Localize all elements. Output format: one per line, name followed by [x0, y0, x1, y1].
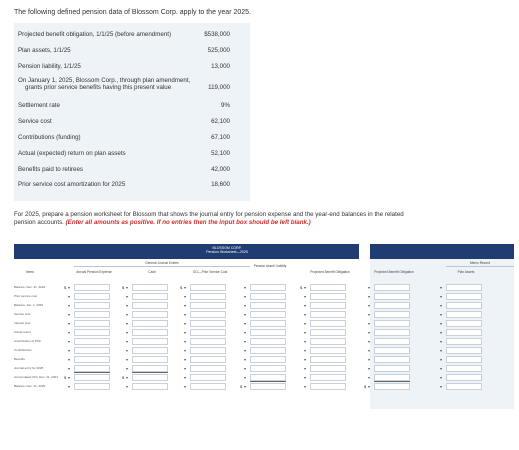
amount-input[interactable]: [132, 338, 168, 345]
debit-credit-dropdown[interactable]: ▾: [126, 348, 129, 353]
instructions-emphasis: (Enter all amounts as positive. If no entries then the input box should be left blank.): [65, 219, 311, 226]
debit-credit-dropdown[interactable]: ▾: [304, 339, 307, 344]
amount-input[interactable]: [190, 383, 226, 390]
instructions-text: For 2025, prepare a pension worksheet for Blossom that shows the journal entry for pension expense and the year-end balances in the related pension accounts.: [14, 211, 404, 226]
column-header: OCI—Prior Service Cost: [192, 270, 228, 274]
debit-credit-dropdown[interactable]: ▾: [184, 339, 187, 344]
debit-credit-dropdown[interactable]: ▾: [440, 348, 443, 353]
debit-credit-dropdown[interactable]: ▾: [244, 312, 247, 317]
worksheet-row-label: Benefits: [14, 357, 25, 361]
debit-credit-dropdown[interactable]: ▾: [440, 384, 443, 389]
amount-input[interactable]: [446, 311, 482, 318]
amount-input[interactable]: [132, 293, 168, 300]
debit-credit-dropdown[interactable]: ▾: [440, 357, 443, 362]
data-row-value: 67,100: [211, 134, 230, 141]
column-header: Pension Asset/ Liability: [253, 264, 287, 268]
amount-input[interactable]: [74, 302, 110, 309]
debit-credit-dropdown[interactable]: ▾: [304, 321, 307, 326]
debit-credit-dropdown[interactable]: ▾: [184, 357, 187, 362]
data-row-label: Projected benefit obligation, 1/1/25 (before amendment): [18, 31, 172, 38]
debit-credit-dropdown[interactable]: ▾: [244, 303, 247, 308]
amount-input[interactable]: [310, 347, 346, 354]
debit-credit-dropdown[interactable]: ▾: [368, 312, 371, 317]
debit-credit-dropdown[interactable]: ▾: [368, 348, 371, 353]
amount-input[interactable]: [74, 347, 110, 354]
data-row-label: On January 1, 2025, Blossom Corp., through plan amendment,: [18, 77, 191, 84]
total-rule: [74, 372, 110, 373]
debit-credit-dropdown[interactable]: ▾: [440, 303, 443, 308]
amount-input[interactable]: [250, 365, 286, 372]
data-row-label-cont: grants prior service benefits having this present value: [25, 84, 172, 91]
amount-input[interactable]: [250, 293, 286, 300]
data-row-label: Pension liability, 1/1/25: [18, 63, 81, 70]
data-row-value: 18,600: [211, 181, 230, 188]
amount-input[interactable]: [310, 338, 346, 345]
amount-input[interactable]: [74, 374, 110, 381]
debit-credit-dropdown[interactable]: ▾: [244, 357, 247, 362]
worksheet-row-label: Accumulated OCI, Dec. 31, 2024: [14, 375, 58, 379]
worksheet-header-bar: [14, 244, 359, 259]
amount-input[interactable]: [250, 284, 286, 291]
amount-input[interactable]: [250, 329, 286, 336]
worksheet-row-label: Service cost: [14, 312, 31, 316]
debit-credit-dropdown[interactable]: ▾: [68, 330, 71, 335]
debit-credit-dropdown[interactable]: ▾: [304, 312, 307, 317]
debit-credit-dropdown[interactable]: ▾: [244, 285, 247, 290]
worksheet-row-label: Actual return: [14, 330, 32, 334]
debit-credit-dropdown[interactable]: ▾: [68, 348, 71, 353]
worksheet-row-label: Prior service cost: [14, 294, 38, 298]
amount-input[interactable]: [446, 320, 482, 327]
debit-credit-dropdown[interactable]: ▾: [368, 384, 371, 389]
debit-credit-dropdown[interactable]: ▾: [68, 321, 71, 326]
debit-credit-dropdown[interactable]: ▾: [368, 375, 371, 380]
debit-credit-dropdown[interactable]: ▾: [68, 294, 71, 299]
amount-input[interactable]: [374, 329, 410, 336]
amount-input[interactable]: [446, 284, 482, 291]
amount-input[interactable]: [74, 356, 110, 363]
amount-input[interactable]: [446, 302, 482, 309]
debit-credit-dropdown[interactable]: ▾: [68, 303, 71, 308]
amount-input[interactable]: [190, 302, 226, 309]
amount-input[interactable]: [374, 293, 410, 300]
intro-text: The following defined pension data of Blossom Corp. apply to the year 2025.: [14, 9, 251, 16]
amount-input[interactable]: [132, 329, 168, 336]
debit-credit-dropdown[interactable]: ▾: [304, 294, 307, 299]
currency-symbol: $: [180, 285, 183, 290]
currency-symbol: $: [122, 285, 125, 290]
currency-symbol: $: [64, 285, 67, 290]
amount-input[interactable]: [132, 320, 168, 327]
debit-credit-dropdown[interactable]: ▾: [368, 339, 371, 344]
amount-input[interactable]: [374, 374, 410, 381]
data-row-value: $538,000: [204, 31, 230, 38]
debit-credit-dropdown[interactable]: ▾: [126, 303, 129, 308]
data-row-label: Service cost: [18, 118, 52, 125]
data-row-label: Prior service cost amortization for 2025: [18, 181, 126, 188]
amount-input[interactable]: [190, 320, 226, 327]
amount-input[interactable]: [190, 293, 226, 300]
amount-input[interactable]: [190, 329, 226, 336]
debit-credit-dropdown[interactable]: ▾: [244, 375, 247, 380]
debit-credit-dropdown[interactable]: ▾: [126, 321, 129, 326]
debit-credit-dropdown[interactable]: ▾: [368, 285, 371, 290]
amount-input[interactable]: [310, 320, 346, 327]
amount-input[interactable]: [310, 311, 346, 318]
amount-input[interactable]: [374, 347, 410, 354]
amount-input[interactable]: [310, 374, 346, 381]
debit-credit-dropdown[interactable]: ▾: [304, 303, 307, 308]
worksheet-row-label: Balance, Dec. 31, 2024: [14, 285, 46, 289]
amount-input[interactable]: [74, 329, 110, 336]
debit-credit-dropdown[interactable]: ▾: [304, 285, 307, 290]
worksheet-row-label: Balance, Dec. 31, 2025: [14, 384, 46, 388]
debit-credit-dropdown[interactable]: ▾: [440, 294, 443, 299]
debit-credit-dropdown[interactable]: ▾: [304, 330, 307, 335]
amount-input[interactable]: [310, 302, 346, 309]
amount-input[interactable]: [446, 329, 482, 336]
amount-input[interactable]: [190, 356, 226, 363]
amount-input[interactable]: [132, 302, 168, 309]
debit-credit-dropdown[interactable]: ▾: [184, 330, 187, 335]
debit-credit-dropdown[interactable]: ▾: [68, 375, 71, 380]
worksheet-title: [192, 246, 262, 254]
debit-credit-dropdown[interactable]: ▾: [304, 357, 307, 362]
debit-credit-dropdown[interactable]: ▾: [184, 384, 187, 389]
debit-credit-dropdown[interactable]: ▾: [126, 375, 129, 380]
amount-input[interactable]: [374, 302, 410, 309]
currency-symbol: $: [240, 384, 243, 389]
amount-input[interactable]: [446, 356, 482, 363]
amount-input[interactable]: [74, 338, 110, 345]
debit-credit-dropdown[interactable]: ▾: [304, 366, 307, 371]
data-row-label: Contributions (funding): [18, 134, 81, 141]
debit-credit-dropdown[interactable]: ▾: [440, 330, 443, 335]
worksheet-company: BLOSSOM CORP.: [212, 246, 242, 250]
amount-input[interactable]: [132, 383, 168, 390]
debit-credit-dropdown[interactable]: ▾: [244, 384, 247, 389]
amount-input[interactable]: [132, 365, 168, 372]
debit-credit-dropdown[interactable]: ▾: [184, 312, 187, 317]
amount-input[interactable]: [190, 338, 226, 345]
debit-credit-dropdown[interactable]: ▾: [440, 321, 443, 326]
debit-credit-dropdown[interactable]: ▾: [126, 285, 129, 290]
data-row-value: 52,100: [211, 150, 230, 157]
amount-input[interactable]: [132, 374, 168, 381]
amount-input[interactable]: [250, 302, 286, 309]
data-row-value: 42,000: [211, 166, 230, 173]
group-memo-record: Memo Record: [469, 261, 491, 265]
debit-credit-dropdown[interactable]: ▾: [440, 366, 443, 371]
amount-input[interactable]: [190, 311, 226, 318]
amount-input[interactable]: [250, 311, 286, 318]
data-row-label: Settlement rate: [18, 102, 60, 109]
debit-credit-dropdown[interactable]: ▾: [368, 321, 371, 326]
debit-credit-dropdown[interactable]: ▾: [440, 339, 443, 344]
amount-input[interactable]: [310, 383, 346, 390]
debit-credit-dropdown[interactable]: ▾: [368, 330, 371, 335]
debit-credit-dropdown[interactable]: ▾: [368, 366, 371, 371]
data-row-label: Benefits paid to retirees: [18, 166, 84, 173]
amount-input[interactable]: [190, 365, 226, 372]
amount-input[interactable]: [250, 320, 286, 327]
group-general-journal: General Journal Entries: [145, 261, 179, 265]
debit-credit-dropdown[interactable]: ▾: [184, 321, 187, 326]
debit-credit-dropdown[interactable]: ▾: [184, 285, 187, 290]
amount-input[interactable]: [310, 293, 346, 300]
worksheet-row-label: Amortization of PSC: [14, 339, 42, 343]
debit-credit-dropdown[interactable]: ▾: [368, 357, 371, 362]
data-row-label: Actual (expected) return on plan assets: [18, 150, 126, 157]
amount-input[interactable]: [310, 356, 346, 363]
amount-input[interactable]: [250, 374, 286, 381]
amount-input[interactable]: [74, 320, 110, 327]
amount-input[interactable]: [374, 338, 410, 345]
worksheet-row-label: Contributions: [14, 348, 32, 352]
column-header: Annual Pension Expense: [76, 270, 112, 274]
currency-symbol: $: [300, 285, 303, 290]
amount-input[interactable]: [74, 284, 110, 291]
debit-credit-dropdown[interactable]: ▾: [68, 366, 71, 371]
data-row-value: 119,000: [208, 84, 230, 91]
amount-input[interactable]: [132, 284, 168, 291]
debit-credit-dropdown[interactable]: ▾: [304, 348, 307, 353]
pension-worksheet: [14, 244, 514, 440]
amount-input[interactable]: [374, 365, 410, 372]
amount-input[interactable]: [446, 383, 482, 390]
amount-input[interactable]: [132, 347, 168, 354]
instructions: [14, 211, 414, 227]
debit-credit-dropdown[interactable]: ▾: [126, 339, 129, 344]
amount-input[interactable]: [250, 338, 286, 345]
worksheet-row-label: Interest cost: [14, 321, 31, 325]
amount-input[interactable]: [446, 293, 482, 300]
debit-credit-dropdown[interactable]: ▾: [440, 285, 443, 290]
total-rule: [132, 372, 168, 373]
debit-credit-dropdown[interactable]: ▾: [368, 303, 371, 308]
amount-input[interactable]: [374, 356, 410, 363]
debit-credit-dropdown[interactable]: ▾: [68, 384, 71, 389]
amount-input[interactable]: [190, 347, 226, 354]
amount-input[interactable]: [374, 311, 410, 318]
amount-input[interactable]: [250, 383, 286, 390]
debit-credit-dropdown[interactable]: ▾: [368, 294, 371, 299]
debit-credit-dropdown[interactable]: ▾: [126, 357, 129, 362]
worksheet-subtitle: Pension Worksheet—2025: [206, 250, 248, 254]
debit-credit-dropdown[interactable]: ▾: [126, 294, 129, 299]
amount-input[interactable]: [446, 338, 482, 345]
memo-header-bar: [370, 244, 514, 259]
column-header: Items: [26, 270, 34, 274]
amount-input[interactable]: [250, 347, 286, 354]
debit-credit-dropdown[interactable]: ▾: [126, 366, 129, 371]
column-header: Projected Benefit Obligation: [310, 270, 350, 274]
currency-symbol: $: [122, 375, 125, 380]
debit-credit-dropdown[interactable]: ▾: [68, 357, 71, 362]
amount-input[interactable]: [250, 356, 286, 363]
debit-credit-dropdown[interactable]: ▾: [184, 303, 187, 308]
currency-symbol: $: [64, 375, 67, 380]
amount-input[interactable]: [374, 383, 410, 390]
group-memo-record-rule: [446, 266, 514, 267]
debit-credit-dropdown[interactable]: ▾: [304, 384, 307, 389]
debit-credit-dropdown[interactable]: ▾: [184, 348, 187, 353]
group-general-journal-rule: [74, 266, 250, 267]
debit-credit-dropdown[interactable]: ▾: [440, 375, 443, 380]
column-header: Plan Assets: [457, 270, 475, 274]
amount-input[interactable]: [310, 329, 346, 336]
debit-credit-dropdown[interactable]: ▾: [184, 294, 187, 299]
data-row-value: 525,000: [207, 47, 230, 54]
debit-credit-dropdown[interactable]: ▾: [244, 330, 247, 335]
debit-credit-dropdown[interactable]: ▾: [126, 384, 129, 389]
debit-credit-dropdown[interactable]: ▾: [184, 366, 187, 371]
amount-input[interactable]: [310, 365, 346, 372]
amount-input[interactable]: [74, 311, 110, 318]
debit-credit-dropdown[interactable]: ▾: [244, 348, 247, 353]
debit-credit-dropdown[interactable]: ▾: [244, 294, 247, 299]
amount-input[interactable]: [446, 365, 482, 372]
debit-credit-dropdown[interactable]: ▾: [244, 321, 247, 326]
column-header: Cash: [148, 270, 156, 274]
amount-input[interactable]: [310, 284, 346, 291]
worksheet-row-label: Journal entry for 2025: [14, 366, 44, 370]
debit-credit-dropdown[interactable]: ▾: [68, 312, 71, 317]
amount-input[interactable]: [446, 347, 482, 354]
amount-input[interactable]: [374, 320, 410, 327]
amount-input[interactable]: [374, 284, 410, 291]
amount-input[interactable]: [132, 311, 168, 318]
debit-credit-dropdown[interactable]: ▾: [126, 312, 129, 317]
currency-symbol: $: [364, 384, 367, 389]
debit-credit-dropdown[interactable]: ▾: [68, 339, 71, 344]
debit-credit-dropdown[interactable]: ▾: [126, 330, 129, 335]
debit-credit-dropdown[interactable]: ▾: [244, 339, 247, 344]
data-row-value: 13,000: [211, 63, 230, 70]
amount-input[interactable]: [74, 293, 110, 300]
pension-data-panel: [14, 23, 250, 201]
debit-credit-dropdown[interactable]: ▾: [68, 285, 71, 290]
data-row-label: Plan assets, 1/1/25: [18, 47, 71, 54]
total-rule: [250, 381, 286, 382]
data-row-value: 62,100: [211, 118, 230, 125]
worksheet-row-label: Balance, Jan. 1, 2025: [14, 303, 44, 307]
column-header: Projected Benefit Obligation: [374, 270, 414, 274]
debit-credit-dropdown[interactable]: ▾: [244, 366, 247, 371]
amount-input[interactable]: [190, 374, 226, 381]
data-row-value: 9%: [221, 102, 230, 109]
amount-input[interactable]: [74, 365, 110, 372]
debit-credit-dropdown[interactable]: ▾: [304, 375, 307, 380]
amount-input[interactable]: [190, 284, 226, 291]
amount-input[interactable]: [132, 356, 168, 363]
amount-input[interactable]: [74, 383, 110, 390]
total-rule: [374, 381, 410, 382]
debit-credit-dropdown[interactable]: ▾: [440, 312, 443, 317]
amount-input[interactable]: [446, 374, 482, 381]
debit-credit-dropdown[interactable]: ▾: [184, 375, 187, 380]
